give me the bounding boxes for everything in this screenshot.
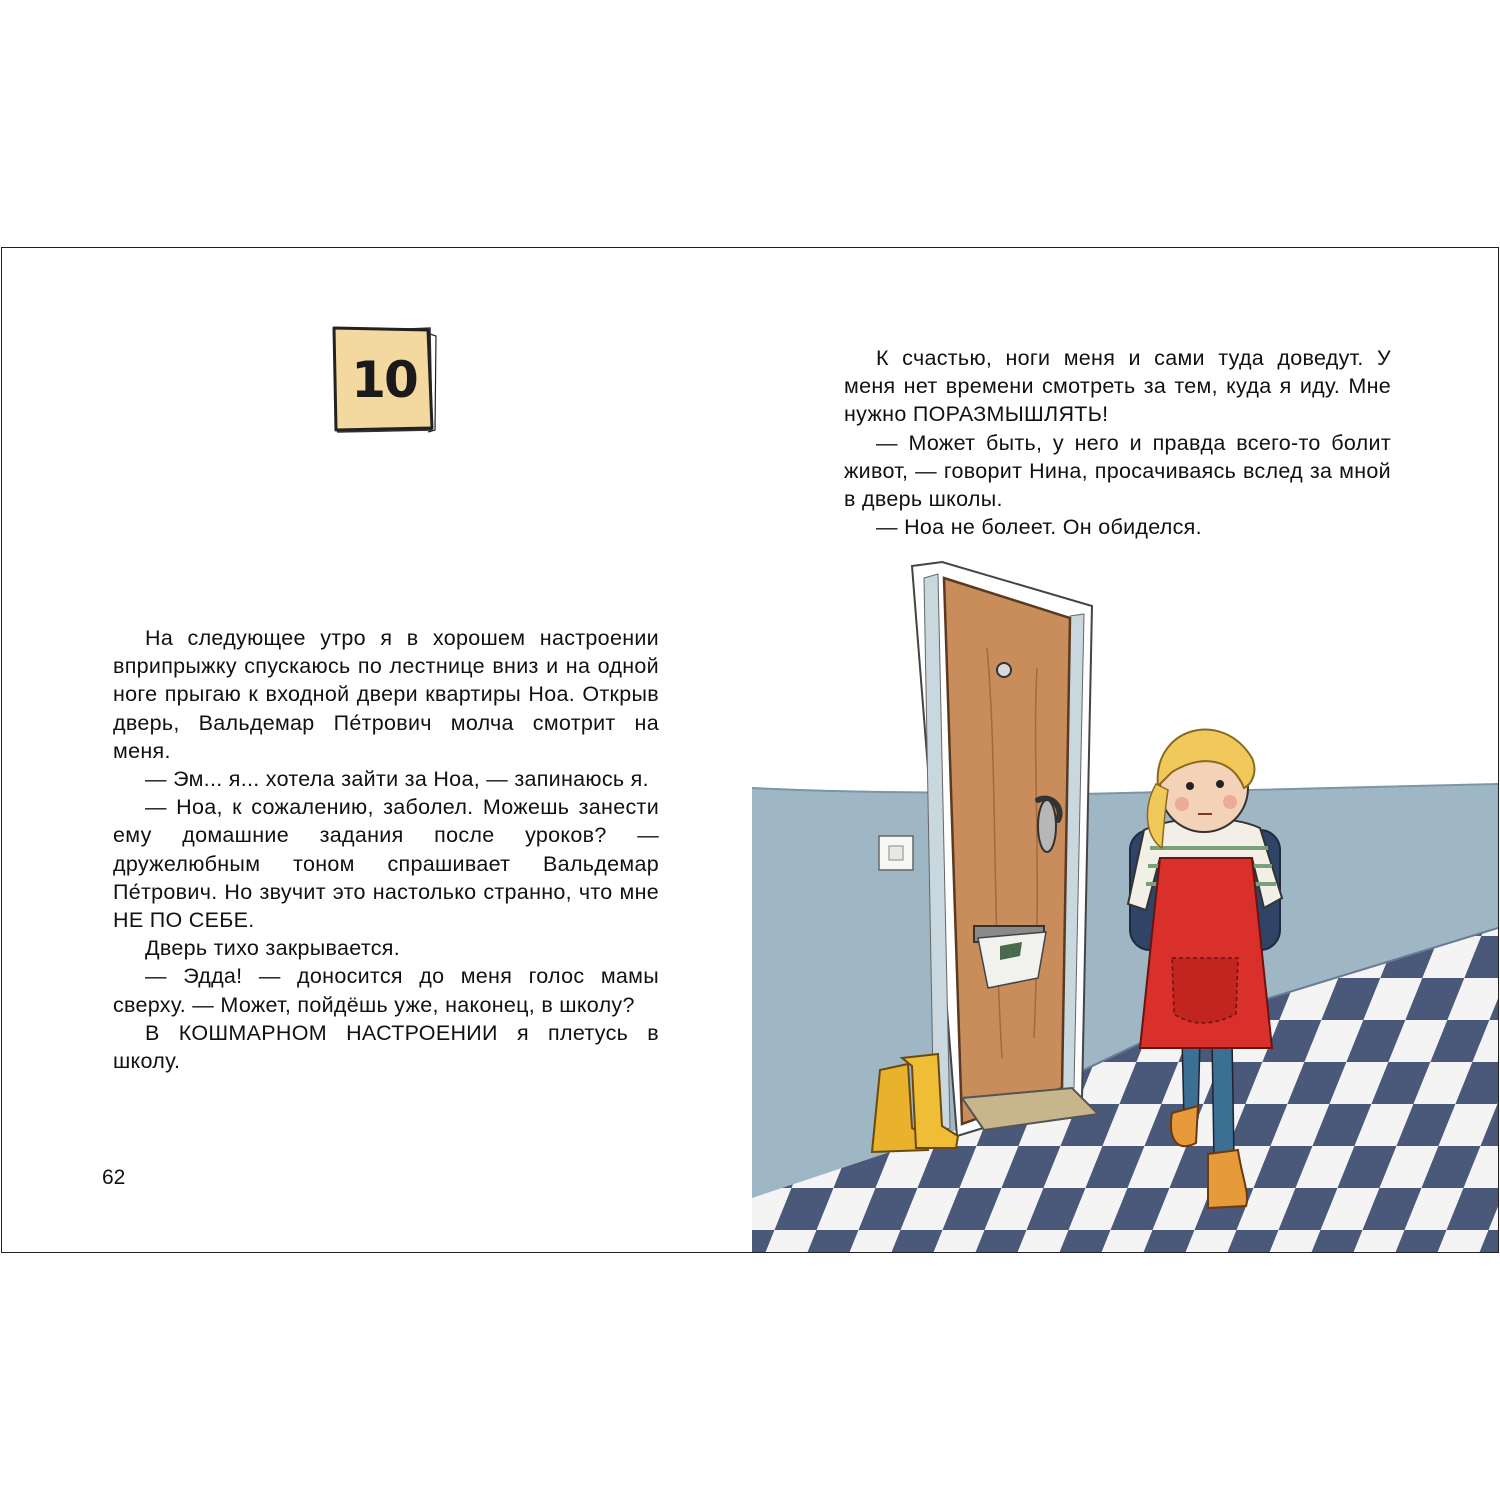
paragraph: — Ноа, к сожалению, заболел. Можешь занести ему домашние задания после уроков? — дружелюбным тоном спрашивает Вальдемар Пе́трович. Но звучит это настолько странно, что мне НЕ ПО СЕБЕ. (113, 795, 659, 933)
left-page-text (113, 624, 659, 1075)
paragraph: — Эм... я... хотела зайти за Ноа, — запинаюсь я. (145, 767, 649, 792)
paragraph: — Ноа не болеет. Он обиделся. (876, 515, 1202, 540)
illustration-art (752, 558, 1498, 1252)
paragraph: В КОШМАРНОМ НАСТРОЕНИИ я плетусь в школу. (113, 1020, 659, 1074)
page-number: 62 (102, 1166, 126, 1189)
paragraph: К счастью, ноги меня и сами туда доведут. У меня нет времени смотреть за тем, куда я иду. Мне нужно ПОРАЗМЫШЛЯТЬ! (844, 346, 1391, 427)
chapter-badge (332, 326, 438, 434)
paragraph: На следующее утро я в хорошем настроении вприпрыжку спускаюсь по лестнице вниз и на одной ноге прыгаю к входной двери квартиры Ноа. Открыв дверь, Вальдемар Пе́трович молча смотрит на меня. (113, 626, 659, 763)
paragraph: — Может быть, у него и правда всего-то болит живот, — говорит Нина, просачиваясь вслед за мной в дверь школы. (844, 430, 1391, 512)
paragraph: Дверь тихо закрывается. (145, 936, 401, 961)
right-page-text (844, 344, 1391, 541)
hallway-illustration (752, 558, 1498, 1252)
book-spread (1, 247, 1499, 1253)
chapter-number: 10 (351, 351, 417, 409)
paragraph: — Эдда! — доносится до меня голос мамы сверху. — Может, пойдёшь уже, наконец, в школу? (113, 964, 659, 1017)
